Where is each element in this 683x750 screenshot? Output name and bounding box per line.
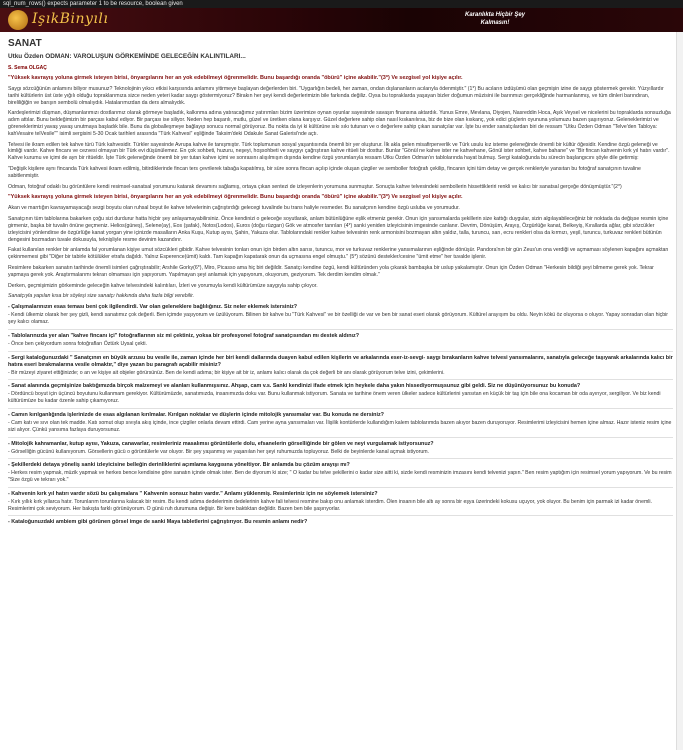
article-content xyxy=(8,38,673,527)
paragraph: Derken, geçmişimizin görkeminde geleceğin kahve telvesindeki kalıntıları, İzleri ve yorumuyla kendi kültürümüze saygıyla sahip çıkıyor. xyxy=(8,282,318,289)
paragraph: Fakat kullanılan renkler bir anlamda fal yorumlanan kişiye umut sözcükleri gibidir. Kahve telvesinin tonları onun için birden altın sarısı, turuncu, mor ve turkuvaz renklerine yansımalarının eşliğinde dönüşür. Pandora'nın bir gün Zeus'un ona verdiği ve açmaması söylenen kapağını açmaktan çekinmemesi gibi "Diğer bir tabirle kötülükler etrafa dağıldı. Yalnız Esperence(ümit) kaldı. Tam kapağın kapatarak onun da uçmasına engel olmuştu." (5*) sözünü destekler/cesine "ümit etme" her tuvalde işlenir. xyxy=(8,247,669,261)
site-banner xyxy=(0,8,683,32)
paragraph: Akan ve marrtığın kavrayamayacağı sezgi boyutu olan ruhsal boyut ile kahve telvelerinin çağrıştırdığı gelecegi tuvalinde bu trans haliyle resmeder. Bu sanatçının kendine özgü usluba ve yorumudur. xyxy=(8,205,460,212)
interview-question: - Sanat alanında geçmişinize baktığımızda birçok malzemeyi ve alanları kullanmışsınız. Ahşap, cam v.s. Sanki kendinizi ifade etmek için heykele daha yakın hissediyormuşsunuz gibi geldi. Siz ne düşünüyorsunuz bu konuda? xyxy=(8,383,581,390)
interview-answer: - Dördüncü boyut için üçüncü boyutunu kullanmam gerekiyor. Kültürümüzde, sanatımızda, insanımızda doku var. Bunu kullanmak istiyorum. Sanata ve tarihine önem veren ülkeler sadece kültürlerini yansıtan en küçük bir taş için bile ona kocaman bir oda ayırıyor, sergiliyor. Ve biz kendi kültürümüze bu kadar özenle sahip çıkamıyoruz. xyxy=(8,391,661,405)
divider xyxy=(8,408,673,409)
divider xyxy=(8,351,673,352)
tagline-line-1: Karanlıkta Hiçbir Şey xyxy=(464,12,526,18)
repeat-quote: "Yüksek kavrayış yoluna girmek isteyen birisi, önyargılarını her an yok edebilmeyi öğrenmelidir. Bunu başardığı oranda "öbürü" içine akabilir."(3*) Ve sezgisel yol kişiye açılır. xyxy=(8,194,463,201)
divider xyxy=(8,458,673,459)
divider xyxy=(8,379,673,380)
divider xyxy=(8,487,673,488)
site-tagline xyxy=(425,11,565,27)
interview-answer: - Herkes resim yapmak, müzik yapmak ve herkes bence kendisine göre sanatın içinde olmak ister. Ben de diyorum ki size; " O kadar bu telve şekillerini o kadar size aitti ki, sizde kendi resminizin imzasını kendi telvenizi yapın." Ben resim yaptığım için resimsel yorum yapıyorum. Ve bu resim "Size özgü ve tekrarı yok." xyxy=(8,470,672,484)
paragraph: Telvesi ile ikram edilen tek kahve türü Türk kahvesidir. Türkler sayesinde Avrupa kahve ile tanışmıştır. Türk toplumunun sosyal yaşantısında önemli bir yer oluşturur. İlk akla gelen misafirperverlik ve Türk usulu kız isteme geleneğinde önemli bir kültür öğesidir. Kendine özgü geleneği ve kimliği vardır. Kahve fincanı ve cezvesi olmayan bir Türk evi düşünülemez. En çok sohbeti, huzuru, neşeyi, hoşsohbeti ve saygıyı çağrıştıran kahve ritüeli bir dosttur. Bunlar "Gönül ne kahve ister ne kahvehane, Gönül ister sohbet, kahve bahane" ve "Bir fincan kahvenin kırk yıl hatırı vardır". Kahve kurumu ve içimi de ayrı bir ritüeldir. İşte Türk geleneğinde önemli bir yer tutan kahve içimi ve sonrasını alışılmışın dışında kendine özgü yorumlarıyla ressam Utku Özden Odman'ın tablolarında hayat bulmuş. Sergi kataloğunda bu sürecin başlangıcını şöyle dile getirmiş: xyxy=(8,141,670,162)
sun-logo-icon xyxy=(8,10,28,30)
paragraph: Saygı sözcüğünün anlamını biliyor musunuz? Teknolojinin yıkıcı etkisi karşısında anlamını yitirmeye başlayan değerlerden biri. "Uygarlığın bedeli, her zaman, ondan dışlananların acılarıyla ödenmiştir." (1*) Bu acıların izdüşümü olan geçmişin izine de saygı göstermek gerekir. Yüzyıllardır tarihi kültürlerin üst üste yığılı olduğu topraklarımıza sizce neden yeteri kadar saygı göstermiyoruz? Birakın her şeyi kendi değerlerimizin bile farkında değiliz. Oysa bu topraklarda yaşayan bizler doğumun müzisini ile barınmızı gerçekliğinde harmanlanmış, ve tüm dinleri barındıran, bireliliğiğin ve barışın sembolü olmalıydık. Hatalarımızdan da ders almalıydık. xyxy=(8,86,664,106)
interview-question: - Çalışmalarınızın esas teması beni çok ilgilendirdi. Var olan geleneklere bağlılığınız. Siz neler eklemek istersiniz? xyxy=(8,304,298,311)
paragraph: Sanatçının tüm tablolarına bakarken çoğu sizi durdurur hatta hiçbir şey anlayamayabilirsiniz. Önce kendinizi o geleceğe soyutlarak, anlam bütünlüğüne eşlik etmeniz gerekir. Onun için yansımalarda şekillerin size kattığı duygular, sizin algılayabileceğiniz bir noktada da değişse resmin içine girmeniz, başka bir tuvalin önüne geçmeniz. Helios(güneş), Selene(ay), Eos (şafak), Notos(Lodos), Euros (doğu rüzgarı) Gök ve atmosfer tanrıları (4*) sanki yeniden izleyicisinin imgesinde canlanır. Devrim, Dönüşüm, Arayış, Özgürlüğe kanat, Belkeyiş, Kırallarda ağlar, gibi sözcükler izleyicisini yönlendirse de özgürlüğe kanat yorgan yine içinizde masalların Anka Kuşu, Kutup ayısı, Şahin, Yakuza olur. Tablolarındaki renkler kahve telvesinin renk armonisini bozmayan altın yaldız, talla, turuncu, sarı, ecru renkleri olsa da kırmızı, yeşil, turuncu, turkuvaz renkleri bütünün dengesini bozmadan tuvale dokusuyla, teknişliyle resme devinim kazandırır. xyxy=(8,216,669,243)
divider xyxy=(8,515,673,516)
interview-answer: - Cam katı ve sıvı olan tek madde. Katı somut olup sıvıyla akış içinde, ince çizgiler onlarla devam ettirdi. Cam yerine ayna yansımaları var. İlişilik kontürlerde kullandığım kalem tablolarımda bazen akıyor bazen duruyoruyor. Resimlerimi izleyicisini hemen içine almaz. Hazır isteniz resim içine sizi alıyor. Çünkü yansıma fazlaya duruyorsunuz. xyxy=(8,419,672,433)
site-logo[interactable]: IşıkBinyılı xyxy=(32,11,109,27)
paragraph: "Değişik kişilere aynı fincanda Türk kahvesi ikram edilmiş, bitirdiklerinde fincan ters çevrilerek tabağa kapatılmış, bir süre sonra fincan açılıp içinde oluşan çizgiler ve semboller fotoğrafı çekilip, fincanın içini tüm detay ve gerçek renkleriyle yansıtan bu fotoğraf sanatçının tuvaline sabitlenmiştir. xyxy=(8,165,641,179)
interview-question: - Mitolojik kahramanlar, kutup ayısı, Yakuza, canavarlar, resimleriniz masalımsı görüntülerle dolu, efsanelerin görselliğinde bir gölen ve neyi vurgulamak istiyorsunuz? xyxy=(8,440,434,447)
article-title: Utku Özden ODMAN: VAROLUŞUN GÖRKEMİNDE GELECEĞİN KALINTILARI... xyxy=(8,53,246,60)
paragraph: Resimlere bakarken sanatın tarihinde önemli isimleri çağrıştırabilir; Arshile Gorky(6*), Miro, Picasso ama hiç biri değildir. Sanatçı kendine özgü, kendi kültüründen yola çıkarak bambaşka bir uslup yakalamıştır. Onun için Özden Odman "Herkesin bildiği şeyi bilmeme gerek yok. Tekrar yapmaya gerek yok. Araştırmalarımı tekrarı olmaması için yapıyorum. Yapılmayan şeyi anlamak için yapıyorum, okuyorum, geziyorum. Tek derdim kendim olmak." xyxy=(8,264,654,278)
interview-question: - Şekillerdeki detaya yöneliş sanki izleyicisine belleğin derinliklerini açımlama kaygısına yöneltiyor. Bir anlamda bu çözüm arayışı mı? xyxy=(8,462,350,469)
interview-question: - Camın kırılganlığında işlerinizde de esas algılanan kırılmalar. Kırılgan noktalar ve düşlerin içinde mitolojik yansımalar var. Bu konuda ne dersiniz? xyxy=(8,411,384,418)
tagline-line-2: Kalmasın! xyxy=(480,20,510,26)
interview-intro: Sanatçıyla yapılan kısa bir söyleşi size sanatçı hakkında daha fazla bilgi verebilir. xyxy=(8,293,195,300)
interview-answer: - Kırk yıllık kırk yıllarca hatır. Torunlarım torunlarına kalacak bir resim. Bu kendi adıma dedelerimin dedelerinin kahve fali telvesi resmine bakıp onu anlamak isterdim. Ölen insanın bile altı ay sonra bir eşya üzerindeki kokusu uçuyor, yok oluyor. Bu benim için parmak izi kadar önemli. Resimlerimi çok seviyorum. Her bakışta farklı görünüyorum. O günü ruh durumuna değişir. Bir kere baktıktan değildir. Bazen ben bile şaşırıyorlar. xyxy=(8,498,653,512)
article-author: S. Sema OLGAÇ xyxy=(8,65,47,71)
section-title: SANAT xyxy=(8,38,42,49)
paragraph: Kardeşlerimizi düşman, düşmanlarımızı dostlarımız olarak görmeye başladık, kalkınma adına yatıracağımız yatırımları bizim üzerimize oynan oyunlar sayesinde savaşın finansına aktardık. Yunus Emre, Mevlana, Diyojen, Nasreddin Hoca, Aşık Veysel ve nicelerini bu topraklarda sonsuzluğa adım attılar. Bunu beldeğimizin bir parçası kabul ediyor. Bir parçası ise siliyor. Neden hep başarılı, mutlu, güzel ve üretken olana karşıyız. Güzel değerlere sahip olan nasıl kıskanılırsa, biz de bize olan kıskanç, yok edici güçlerin oyununa yolumuzu bazen şaşırıyoruz. Geleneklerimizi ve göreneklerimizi yavaş yavaş unutmaya başladık bile. Bunu da globalleşmeye bağlayıp sonucu normal görüyoruz. Bu nokta da iyi ki kültürüne sıkı sıkı tutunan ve o değerlere sahip çıkan sanatçılar var. İşte bu ender sanatçılardan biri de ressam "Utku Özden Odman "Telve'den Tabloya: kahVesaire telVesile"" isimli sergisini 5-30 Ocak tarihleri arasında "Türk Kahvesi" eşliğinde Taksim'deki Odakule Sanat Galerisi'nde açtı. xyxy=(8,110,671,137)
system-warning: sql_num_rows() expects parameter 1 to be resource, boolean given xyxy=(0,0,683,8)
divider xyxy=(8,329,673,330)
interview-question: - Tablolarınızda yer alan "kahve fincanı içi" fotoğraflarının siz mi çektiniz, yoksa bir profesyonel fotoğraf sanatçısından mı destek aldınız? xyxy=(8,332,359,339)
interview-question: - Sergi kataloğunuzdaki " Sanatçının en büyük arzusu bu vesile ile, zaman içinde her biri kendi dallarında duayen kabul edilen kişilerin ve arkalarında eser-iz-sevgi- saygı bırakanların kahve telvesi yansımalarını, sanatıyla geleceğe taşıyarak arkalarında kalıcı bir hatıra eseri bırakmalarına vesile olmaktır," diye yazan bu paragrafı açabilir misiniz? xyxy=(8,354,673,368)
paragraph: Odman, fotoğraf odaklı bu görüntülere kendi resimsel-sanatsal yorumunu katarak devamını sağlamış, ortaya çıkan sentezi de izleyenlerin yorumuna sunmuştur. Sonuçta kahve telvesindeki sembollerin hissettikleriri renkli ve kalıcı bir sanatsal gerçeğe dönüşmüştür."(2*) xyxy=(8,183,622,190)
interview-answer: - Bir müzeyi ziyaret ettiğinizde; o an ve kişiye ait objeler görürsünüz. Ben de kendi adıma; bir kişiye ait bir iz, anlamı kalıcı olarak da çok değerli bir anı olarak görüyorum telve izini, çekimlerini. xyxy=(8,369,445,376)
page-scrollbar[interactable] xyxy=(676,32,683,750)
divider xyxy=(8,437,673,438)
interview-answer: - Kendi ülkemiz olarak her şey gizli, kendi sanatımız çok değerli. Ben içimde yaşıyorum ve üzülüyorum. Bilinen bir kahve bu "Türk Kahvesi" ve bir özelliği de var ve ben bir sanat eseri olarak görüyorum. Kültürel arayışım bu oldu. Neyin kökü öz oluyorsa o oluyor. Yapay sonradan olan hiçbir şey kalıcı olamaz. xyxy=(8,312,669,325)
interview-answer: - Görselliğin gücünü kullanıyorum. Görsellerin gücü o görüntülerle var oluyor. Bir şey yaşanmış ve yaşanılan her şeyi ruhumuzda topluyoruz. Belki de beyinlerde kanal açmak istiyorum. xyxy=(8,448,429,455)
interview-question: - Kataloğunuzdaki ambiem gibi görünen görsel imge de sanki Maya tabletlerini çağrıştırıyor. Bu resmin anlamı nedir? xyxy=(8,519,308,526)
interview-question: - Kahvenin kırk yıl hatırı vardır sözü bu çalışmalara " Kahvenin sonsuz hatırı vardır." Anlamı yüklenmiş. Resimleriniz için ne söylemek istersiniz? xyxy=(8,490,378,497)
interview-answer: - Önce ben çekiyordum sonra fotoğrafları Öztürk Uysal çekti. xyxy=(8,340,147,347)
lead-quote: "Yüksek kavrayış yoluna girmek isteyen birisi, önyargılarını her an yok edebilmeyi öğrenmelidir. Bunu başardığı oranda "öbürü" içine akabilir."(3*) Ve sezgisel yol kişiye açılır. xyxy=(8,75,463,81)
